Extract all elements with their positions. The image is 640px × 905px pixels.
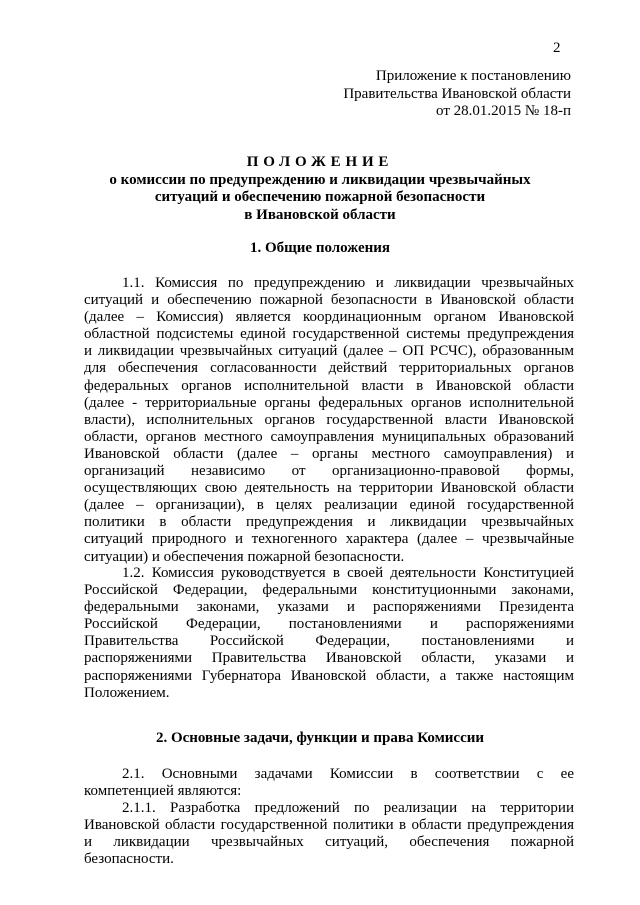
text-line: организаций независимо от организационно-правовой формы,	[84, 463, 574, 480]
paragraph-1-1	[84, 275, 574, 566]
text-line: политики в области предупреждения и ликвидации чрезвычайных	[84, 514, 574, 531]
text-line: (далее – организации), в целях реализации единой государственной	[84, 497, 574, 514]
appendix-line-1: Приложение к постановлению	[375, 68, 571, 84]
section-2-heading: 2. Основные задачи, функции и права Комиссии	[155, 730, 485, 746]
text-line: областной подсистемы единой государственной системы предупреждения	[84, 326, 574, 343]
text-line: распоряжениями Губернатора Ивановской области, а также настоящим	[84, 667, 574, 684]
text-line: ситуаций и обеспечению пожарной безопасности в Ивановской области	[84, 292, 574, 309]
text-line: безопасности.	[84, 851, 174, 868]
text-line: Положением.	[84, 684, 170, 701]
text-line: федеральными законами, указами и распоряжениями Президента	[84, 599, 574, 616]
text-line: Российской Федерации, федеральными конституционными законами,	[84, 582, 574, 599]
text-line: Ивановской области государственной политики в области предупреждения	[84, 817, 574, 834]
text-line: (далее - территориальные органы федеральных органов исполнительной	[84, 394, 574, 411]
text-line: распоряжениями Правительства Ивановской области, указами и	[84, 650, 574, 667]
paragraph-1-2	[84, 565, 574, 702]
text-line: 1.1. Комиссия по предупреждению и ликвидации чрезвычайных	[122, 275, 574, 291]
text-line: федеральных органов исполнительной власти в Ивановской области	[84, 377, 574, 394]
appendix-line-3: от 28.01.2015 № 18-п	[436, 103, 571, 119]
section-1-heading: 1. Общие положения	[249, 240, 391, 256]
title-main: ПОЛОЖЕНИЕ	[246, 154, 394, 170]
text-line: ситуаций природного и техногенного характера (далее – чрезвычайные	[84, 531, 574, 548]
text-line: (далее – Комиссия) является координационным органом Ивановской	[84, 309, 574, 326]
text-line: ситуации) и обеспечения пожарной безопасности.	[84, 548, 405, 565]
text-line: Российской Федерации, постановлениями и распоряжениями	[84, 616, 574, 633]
title-subtitle-line-3: в Ивановской области	[244, 206, 396, 223]
text-line: области, органов местного самоуправления муниципальных образований	[84, 428, 574, 445]
document-title	[0, 154, 640, 224]
text-line: 2.1.1. Разработка предложений по реализации на территории	[122, 800, 574, 816]
title-subtitle-line-1: о комиссии по предупреждению и ликвидации чрезвычайных	[109, 171, 531, 188]
text-line: и ликвидации чрезвычайных ситуаций, обеспечения пожарной	[84, 834, 574, 851]
text-line: Ивановской области (далее – органы местного самоуправления) и	[84, 445, 574, 462]
paragraph-2-1-1	[84, 800, 574, 868]
text-line: 1.2. Комиссия руководствуется в своей деятельности Конституцией	[122, 565, 574, 581]
text-line: власти), исполнительных органов государственной власти Ивановской	[84, 411, 574, 428]
appendix-reference	[251, 68, 571, 121]
text-line: и ликвидации чрезвычайных ситуаций (далее – ОП РСЧС), образованным	[84, 343, 574, 360]
paragraph-2-1	[84, 766, 574, 800]
appendix-line-2: Правительства Ивановской области	[343, 85, 571, 102]
page-number: 2	[553, 40, 561, 56]
text-line: для обеспечения согласованности действий территориальных органов	[84, 360, 574, 377]
text-line: компетенцией являются:	[84, 783, 242, 800]
text-line: Правительства Российской Федерации, постановлениями и	[84, 633, 574, 650]
text-line: 2.1. Основными задачами Комиссии в соответствии с ее	[122, 766, 574, 782]
title-subtitle-line-2: ситуаций и обеспечению пожарной безопасности	[154, 189, 486, 205]
text-line: осуществляющих свою деятельность на территории Ивановской области	[84, 480, 574, 497]
